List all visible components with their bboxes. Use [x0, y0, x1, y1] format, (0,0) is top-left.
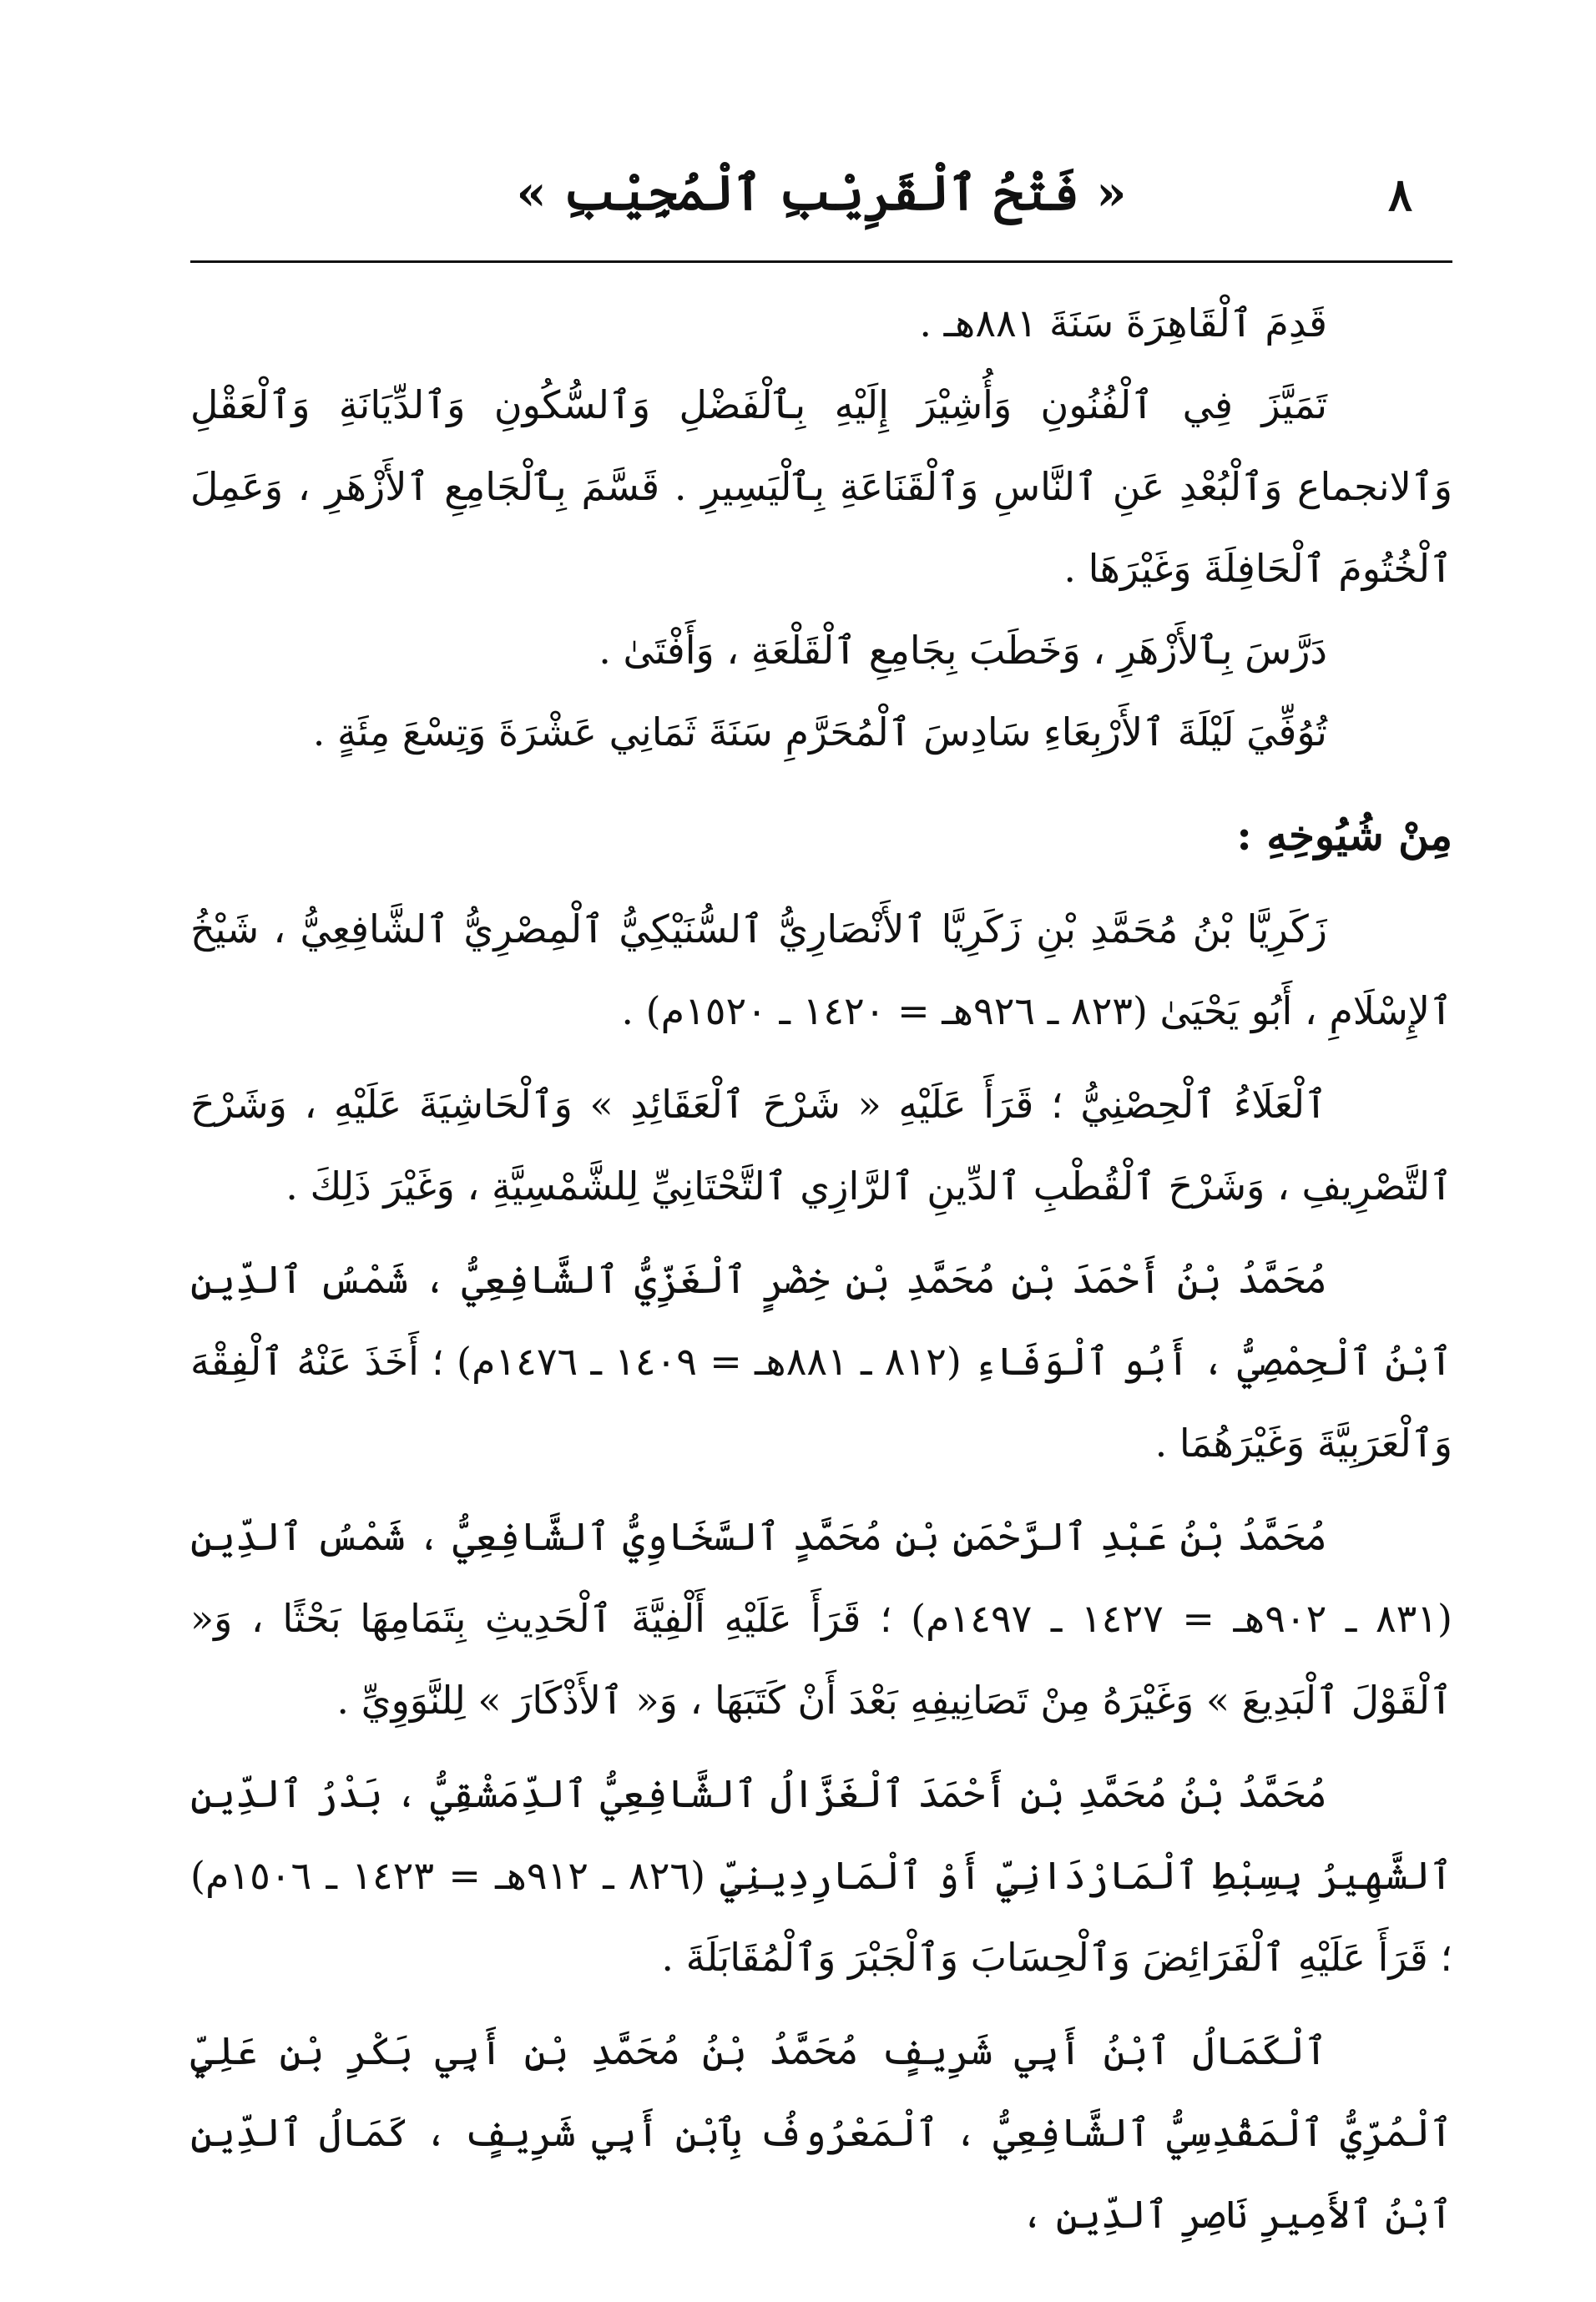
- paragraph-death: تُوُفِّيَ لَيْلَةَ ٱلأَرْبِعَاءِ سَادِسَ ٱلْمُحَرَّمِ سَنَةَ ثَمَانِي عَشْرَةَ وَتِسْعَ مِئَةٍ .: [312, 709, 1327, 755]
- paragraph-distinction: تَمَيَّزَ فِي ٱلْفُنُونِ وَأُشِيْرَ إِلَيْهِ بِٱلْفَضْلِ وَٱلسُّكُونِ وَٱلدِّيَانَةِ وَٱلْعَقْلِ وَٱلانجماع وَٱلْبُعْدِ عَنِ ٱلنَّاسِ وَٱلْقَنَاعَةِ بِٱلْيَسِيرِ . قَسَّمَ بِٱلْجَامِعِ ٱلأَزْهَرِ ، وَعَمِلَ ٱلْخُتُومَ ٱلْحَافِلَةَ وَغَيْرَهَا .: [190, 382, 1452, 591]
- section-heading-teachers: مِنْ شُيُوخِهِ :: [1236, 810, 1452, 860]
- paragraph-teaching: دَرَّسَ بِٱلأَزْهَرِ ، وَخَطَبَ بِجَامِعِ ٱلْقَلْعَةِ ، وَأَفْتَىٰ .: [598, 628, 1327, 673]
- teacher-entry-ibn-alhimsi: مُحَمَّدُ بْنُ أَحْمَدَ بْنِ مُحَمَّدِ بْنِ خِضْرٍ ٱلْغَزِّيُّ ٱلشَّافِعِيُّ ، شَمْسُ ٱلدِّينِ ٱبْنُ ٱلْحِمْصِيُّ ، أَبُو ٱلْوَفَاءِ (٨١٢ ـ ٨٨١هـ = ١٤٠٩ ـ ١٤٧٦م) ؛ أَخَذَ عَنْهُ ٱلْفِقْهَ وَٱلْعَرَبِيَّةَ وَغَيْرَهُمَا .: [190, 1257, 1452, 1466]
- teacher-entry-badr-aldin: مُحَمَّدُ بْنُ مُحَمَّدِ بْنِ أَحْمَدَ ٱلْغَزَّالُ ٱلشَّافِعِيُّ ٱلدِّمَشْقِيُّ ، بَدْرُ ٱلدِّينِ ٱلشَّهِيرُ بِسِبْطِ ٱلْمَارْدَانِيِّ أَوْ ٱلْمَارِدِينِيِّ (٨٢٦ ـ ٩١٢هـ = ١٤٢٣ ـ ١٥٠٦م) ؛ قَرَأَ عَلَيْهِ ٱلْفَرَائِضَ وَٱلْحِسَابَ وَٱلْجَبْرَ وَٱلْمُقَابَلَةَ .: [190, 1771, 1452, 1980]
- page-number: ٨: [1387, 168, 1412, 221]
- teacher-entry-hisni: ٱلْعَلَاءُ ٱلْحِصْنِيُّ ؛ قَرَأَ عَلَيْهِ « شَرْحَ ٱلْعَقَائِدِ » وَٱلْحَاشِيَةَ عَلَيْهِ ، وَشَرْحَ ٱلتَّصْرِيفِ ، وَشَرْحَ ٱلْقُطْبِ ٱلدِّينِ ٱلرَّازِي ٱلتَّحْتَانِيِّ لِلشَّمْسِيَّةِ ، وَغَيْرَ ذَلِكَ .: [190, 1082, 1452, 1209]
- paragraph-arrival: قَدِمَ ٱلْقَاهِرَةَ سَنَةَ ٨٨١هـ .: [919, 300, 1327, 346]
- teacher-entry-zakariya: زَكَرِيَّا بْنُ مُحَمَّدِ بْنِ زَكَرِيَّا ٱلأَنْصَارِيُّ ٱلسُّنَيْكِيُّ ٱلْمِصْرِيُّ ٱلشَّافِعِيُّ ، شَيْخُ ٱلإِسْلَامِ ، أَبُو يَحْيَىٰ (٨٢٣ ـ ٩٢٦هـ = ١٤٢٠ ـ ١٥٢٠م) .: [190, 906, 1452, 1033]
- header-divider: [190, 260, 1452, 263]
- body-text: [190, 282, 1452, 2255]
- page-header: [190, 157, 1452, 249]
- teacher-entry-sakhawi: مُحَمَّدُ بْنُ عَبْدِ ٱلرَّحْمَنِ بْنِ مُحَمَّدٍ ٱلسَّخَاوِيُّ ٱلشَّافِعِيُّ ، شَمْسُ ٱلدِّينِ (٨٣١ ـ ٩٠٢هـ = ١٤٢٧ ـ ١٤٩٧م) ؛ قَرَأَ عَلَيْهِ أَلْفِيَّةَ ٱلْحَدِيثِ بِتَمَامِهَا بَحْثًا ، وَ« ٱلْقَوْلَ ٱلْبَدِيعَ » وَغَيْرَهُ مِنْ تَصَانِيفِهِ بَعْدَ أَنْ كَتَبَهَا ، وَ« ٱلأَذْكَارَ » لِلنَّوَوِيِّ .: [190, 1514, 1452, 1723]
- teacher-entry-ibn-abi-sharif: ٱلْكَمَالُ ٱبْنُ أَبِي شَرِيفٍ مُحَمَّدُ بْنُ مُحَمَّدِ بْنِ أَبِي بَكْرِ بْنِ عَلِيٍّ ٱلْمُرِّيُّ ٱلْمَقْدِسِيُّ ٱلشَّافِعِيُّ ، ٱلْمَعْرُوفُ بِٱبْنِ أَبِي شَرِيفٍ ، كَمَالُ ٱلدِّينِ ٱبْنُ ٱلأَمِيرِ نَاصِرِ ٱلدِّينِ ،: [190, 2028, 1452, 2237]
- running-title: « فَتْحُ ٱلْقَرِيْبِ ٱلْمُجِيْبِ »: [516, 164, 1127, 221]
